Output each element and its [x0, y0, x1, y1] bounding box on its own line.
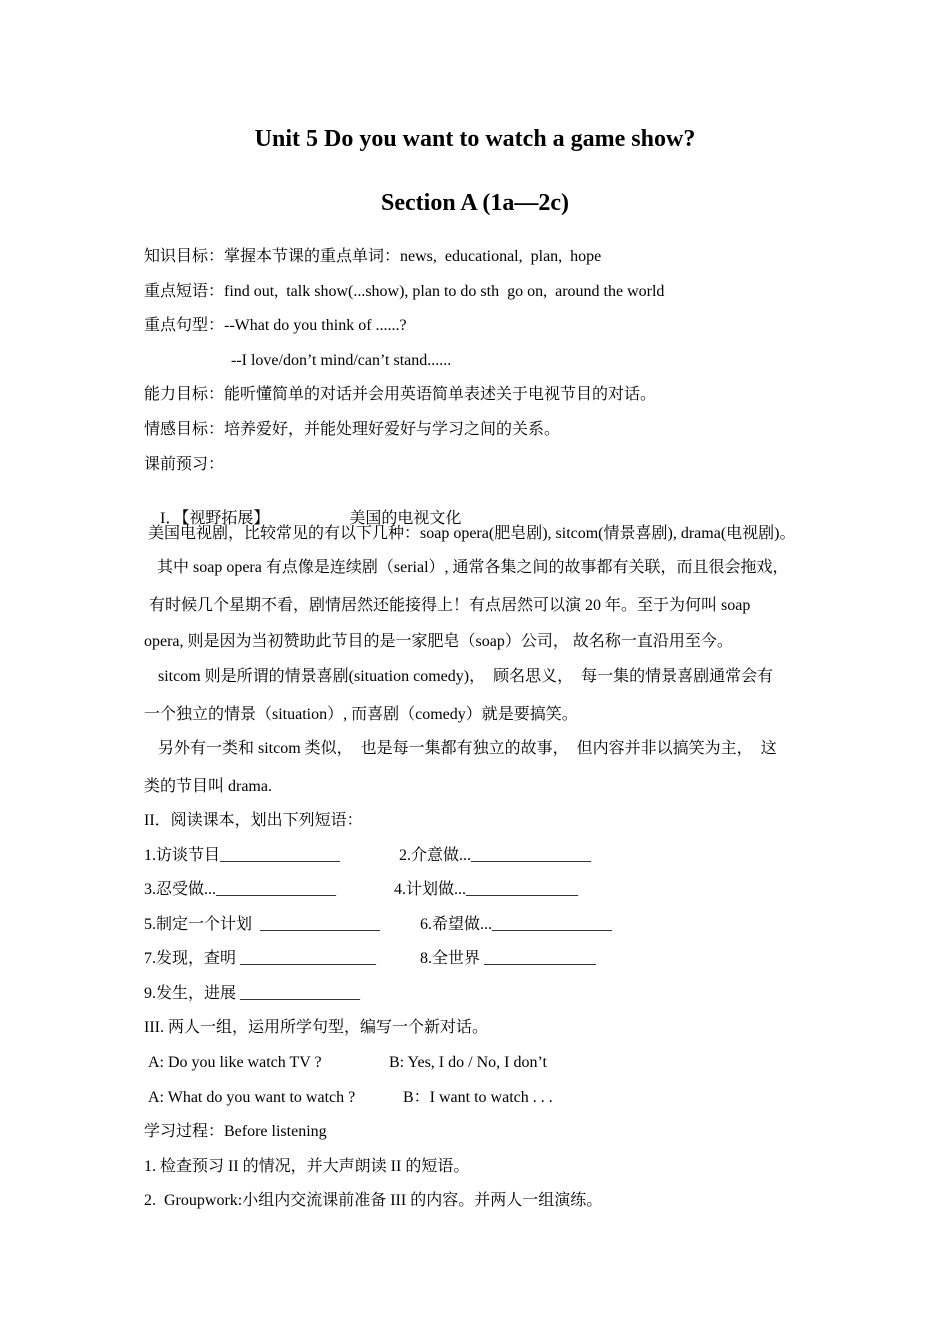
process-step-2: 2. Groupwork:小组内交流课前准备 III 的内容。并两人一组演练。 [144, 1192, 603, 1209]
phrase-item: 3.忍受做..._______________ [144, 881, 337, 898]
dialog-line: B：I want to watch . . . [403, 1089, 553, 1106]
paragraph-4b: 类的节目叫 drama. [144, 778, 272, 795]
ability-objective: 能力目标：能听懂简单的对话并会用英语简单表述关于电视节目的对话。 [144, 386, 657, 403]
process-step-1: 1. 检查预习 II 的情况，并大声朗读 II 的短语。 [144, 1158, 470, 1175]
emotion-objective: 情感目标：培养爱好，并能处理好爱好与学习之间的关系。 [144, 421, 561, 438]
phrase-item: 2.介意做..._______________ [399, 847, 592, 864]
paragraph-3b: 一个独立的情景（situation）, 而喜剧（comedy）就是要搞笑。 [144, 706, 578, 723]
page-title: Unit 5 Do you want to watch a game show? [254, 126, 696, 152]
paragraph-4a: 另外有一类和 sitcom 类似， 也是每一集都有独立的故事， 但内容并非以搞笑为主， 这 [158, 740, 777, 757]
key-sentences-cont: --I love/don’t mind/can’t stand...... [231, 352, 452, 369]
section3-heading: III. 两人一组，运用所学句型，编写一个新对话。 [144, 1019, 488, 1036]
section1-topic: 美国的电视文化 [349, 510, 462, 527]
section2-heading: II．阅读课本，划出下列短语： [144, 812, 363, 829]
phrase-item: 5.制定一个计划 _______________ [144, 916, 381, 933]
phrase-item: 8.全世界 ______________ [420, 950, 597, 967]
phrase-item: 6.希望做..._______________ [420, 916, 613, 933]
paragraph-1: 美国电视剧，比较常见的有以下几种：soap opera(肥皂剧), sitcom(情景喜剧), drama(电视剧)。 [148, 525, 796, 542]
paragraph-3a: sitcom 则是所谓的情景喜剧(situation comedy)， 顾名思义， 每一集的情景喜剧通常会有 [158, 668, 774, 685]
phrase-item: 4.计划做...______________ [394, 881, 579, 898]
process-heading: 学习过程：Before listening [144, 1123, 327, 1140]
phrase-item: 7.发现，查明 _________________ [144, 950, 377, 967]
paragraph-2a: 其中 soap opera 有点像是连续剧（serial）, 通常各集之间的故事都有关联，而且很会拖戏， [157, 559, 789, 576]
paragraph-2c: opera, 则是因为当初赞助此节目的是一家肥皂（soap）公司， 故名称一直沿用至今。 [144, 633, 733, 650]
phrase-item: 1.访谈节目_______________ [144, 847, 341, 864]
dialog-line: B: Yes, I do / No, I don’t [389, 1054, 547, 1071]
section1-label: I．【视野拓展】 [160, 510, 270, 527]
knowledge-objective: 知识目标：掌握本节课的重点单词：news, educational, plan, hope [144, 248, 602, 265]
key-sentences: 重点句型：--What do you think of ......? [144, 317, 407, 334]
dialog-line: A: What do you want to watch ? [148, 1089, 356, 1106]
section-title: Section A (1a—2c) [381, 190, 569, 216]
key-phrases: 重点短语：find out, talk show(...show), plan to do sth go on, around the world [144, 283, 665, 300]
dialog-line: A: Do you like watch TV ? [148, 1054, 322, 1071]
preview-heading: 课前预习： [144, 456, 225, 473]
phrase-item: 9.发生，进展 _______________ [144, 985, 361, 1002]
paragraph-2b: 有时候几个星期不看，剧情居然还能接得上！有点居然可以演 20 年。至于为何叫 soap [149, 597, 751, 614]
